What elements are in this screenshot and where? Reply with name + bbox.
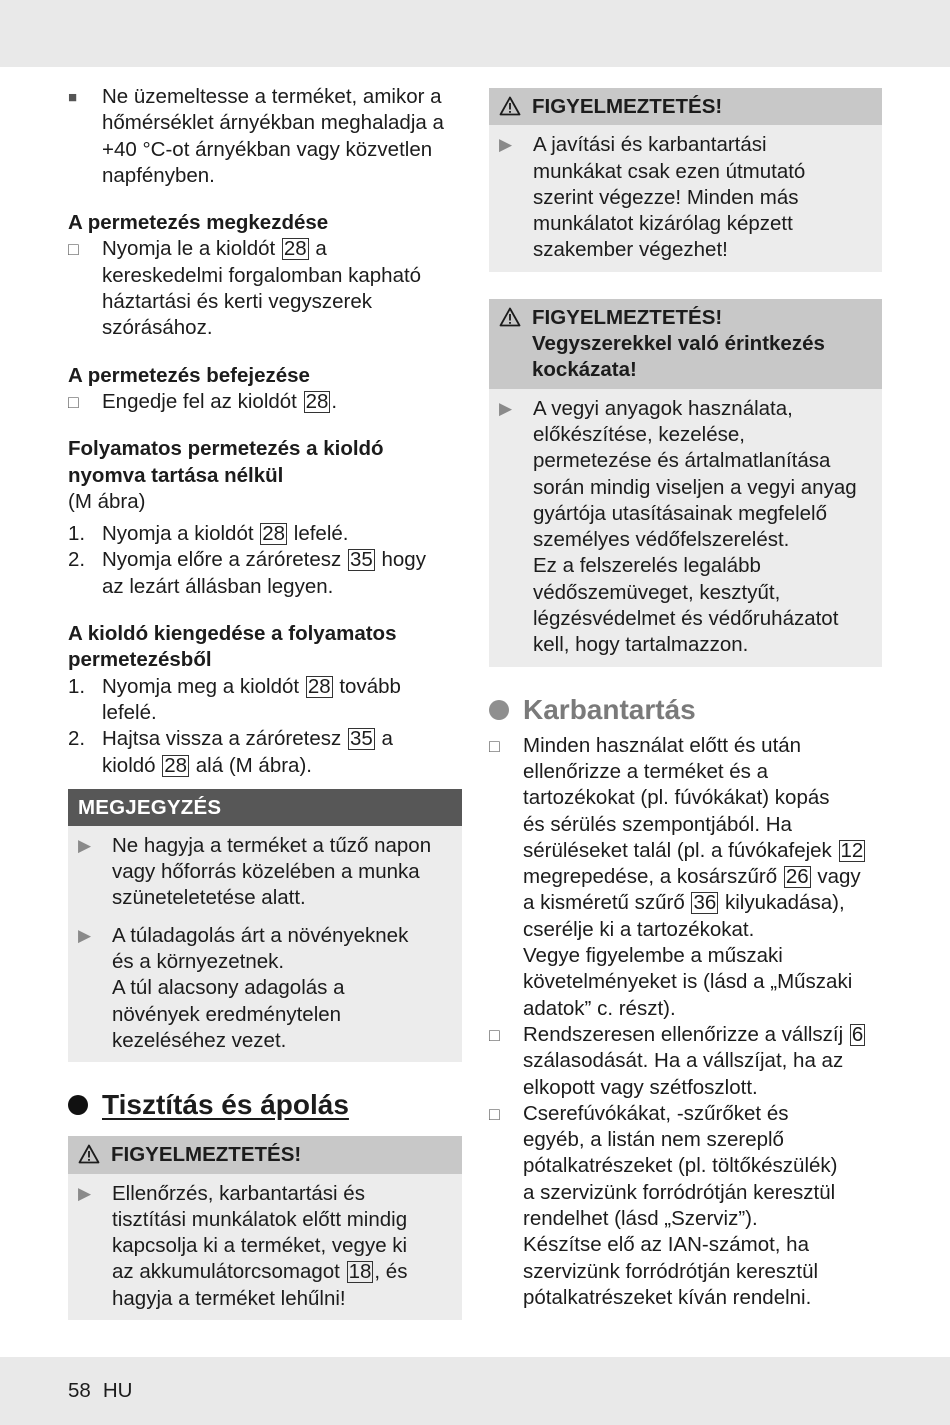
text-line: Cserefúvókákat, -szűrőket és: [523, 1101, 789, 1125]
text-span: alá (M ábra).: [195, 753, 312, 777]
text-span: Nyomja előre a záróretesz: [102, 548, 342, 572]
note-item: [78, 833, 452, 912]
text-span: hogy: [381, 548, 426, 572]
text-span: Nyomja a kioldót: [102, 522, 254, 546]
text-line: rendelhet (lásd „Szerviz”).: [523, 1206, 758, 1230]
part-ref: 35: [349, 548, 373, 572]
text-line: előkészítése, kezelése,: [533, 422, 745, 446]
text-span: lefelé.: [293, 522, 349, 546]
text-span: kioldó: [102, 753, 156, 777]
section-dot-icon: [489, 700, 509, 720]
text-line: napfényben.: [102, 163, 215, 187]
text-line: A javítási és karbantartási: [533, 133, 767, 157]
warning-panel: [68, 1136, 462, 1320]
text-line: szüneteletetése alatt.: [112, 886, 306, 910]
warning-title: FIGYELMEZTETÉS!: [111, 1143, 302, 1167]
part-ref: 36: [693, 891, 717, 915]
text-line: és sérülés szempontjából. Ha: [523, 812, 792, 836]
step-stop: [68, 389, 462, 415]
left-column: [68, 84, 462, 1320]
text-line: kapcsolja ki a terméket, vegye ki: [112, 1234, 408, 1258]
text-line: munkálatot kizárólag képzett: [533, 212, 793, 236]
heading-continuous-2: nyomva tartása nélkül: [68, 463, 284, 487]
part-ref: 28: [305, 389, 329, 413]
section-maintenance: [489, 693, 882, 727]
part-ref: 28: [283, 237, 307, 261]
text-line: permetezése és ártalmatlanítása: [533, 449, 831, 473]
text-line: kell, hogy tartalmazzon.: [533, 633, 749, 657]
page-footer: [68, 1378, 132, 1404]
text-line: a szervizünk forródrótján keresztül: [523, 1180, 836, 1204]
figure-ref: (M ábra): [68, 489, 146, 513]
text-line: +40 °C-ot árnyékban vagy közvetlen: [102, 137, 433, 161]
square-bullet-icon: □: [489, 735, 500, 756]
numbered-step: [68, 547, 462, 600]
arrow-bullet-icon: ▶: [499, 398, 513, 418]
text-line: háztartási és kerti vegyszerek: [102, 290, 373, 314]
text-line: Minden használat előtt és után: [523, 733, 802, 757]
text-line: szervizünk forródrótján keresztül: [523, 1259, 819, 1283]
maintenance-item: [489, 733, 882, 1022]
text-span: Nyomja meg a kioldót: [102, 674, 300, 698]
section-title: Karbantartás: [523, 693, 696, 725]
text-span: megrepedése, a kosárszűrő: [523, 865, 778, 889]
text-span: Nyomja le a kioldót: [102, 237, 276, 261]
text-span: vagy: [817, 865, 861, 889]
text-line: szakember végezhet!: [533, 238, 728, 262]
section-title: Tisztítás és ápolás: [102, 1089, 349, 1121]
note-title: MEGJEGYZÉS: [68, 789, 462, 826]
text-line: hőmérséklet árnyékban meghaladja a: [102, 111, 444, 135]
part-ref: 26: [785, 865, 809, 889]
numbered-step: [68, 521, 462, 547]
text-line: adatok” c. részt).: [523, 996, 676, 1020]
text-line: Ellenőrzés, karbantartási és: [112, 1181, 365, 1205]
page-number: 58: [68, 1379, 91, 1402]
text-line: lefelé.: [102, 700, 157, 724]
text-line: során mindig viseljen a vegyi anyag: [533, 475, 857, 499]
step-number: 1.: [68, 522, 86, 546]
text-line: tartozékokat (pl. fúvókákat) kopás: [523, 786, 830, 810]
square-bullet-icon: □: [68, 239, 79, 260]
text-line: elkopott vagy szétfoszlott.: [523, 1075, 758, 1099]
warning-triangle-icon: [499, 305, 532, 384]
heading-continuous: Folyamatos permetezés a kioldó: [68, 437, 384, 461]
arrow-bullet-icon: ▶: [499, 135, 513, 155]
warning-subtitle: kockázata!: [532, 358, 637, 382]
square-bullet-icon: □: [68, 391, 79, 412]
right-column: [489, 88, 882, 1311]
section-cleaning: [68, 1088, 462, 1122]
warning-item: [499, 132, 872, 263]
note-item: [78, 923, 452, 1054]
step-start: [68, 236, 462, 341]
section-dot-icon: [68, 1095, 88, 1115]
part-ref: 35: [349, 727, 373, 751]
text-line: tisztítási munkálatok előtt mindig: [112, 1207, 408, 1231]
text-span: kilyukadása),: [725, 891, 845, 915]
text-line: A vegyi anyagok használata,: [533, 396, 793, 420]
warning-subtitle: Vegyszerekkel való érintkezés: [532, 332, 825, 356]
numbered-step: [68, 674, 462, 727]
text-span: Engedje fel az kioldót: [102, 389, 297, 413]
maintenance-item: [489, 1101, 882, 1311]
warning-panel-chemicals: [489, 299, 882, 667]
text-line: és a környezetnek.: [112, 950, 285, 974]
step-number: 2.: [68, 548, 86, 572]
text-line: cserélje ki a tartozékokat.: [523, 917, 755, 941]
heading-start: A permetezés megkezdése: [68, 211, 329, 235]
arrow-bullet-icon: ▶: [78, 1183, 92, 1203]
text-line: ellenőrizze a terméket és a: [523, 759, 768, 783]
text-span: tovább: [339, 674, 401, 698]
text-line: szórásához.: [102, 316, 213, 340]
maintenance-item: [489, 1022, 882, 1101]
header-band: [0, 0, 950, 67]
text-span: sérüléseket talál (pl. a fúvókafejek: [523, 838, 832, 862]
text-line: szerint végezze! Minden más: [533, 185, 799, 209]
text-line: követelményeket is (lásd a „Műszaki: [523, 970, 853, 994]
text-line: vagy hőforrás közelében a munka: [112, 860, 420, 884]
warning-title: FIGYELMEZTETÉS!: [532, 95, 723, 118]
heading-release: A kioldó kiengedése a folyamatos: [68, 622, 397, 646]
text-line: hagyja a terméket lehűlni!: [112, 1286, 346, 1310]
part-ref: 28: [262, 522, 286, 546]
heading-release-2: permetezésből: [68, 648, 212, 672]
text-line: védőszemüveget, kesztyűt,: [533, 580, 781, 604]
bullet-temperature: [68, 84, 462, 189]
text-line: pótalkatrészeket kíván rendelni.: [523, 1285, 812, 1309]
part-ref: 28: [164, 753, 188, 777]
text-span: , és: [374, 1260, 408, 1284]
warning-triangle-icon: [78, 1142, 111, 1168]
square-bullet-icon: □: [489, 1103, 500, 1124]
text-line: szálasodását. Ha a vállszíjat, ha az: [523, 1049, 844, 1073]
step-number: 1.: [68, 674, 86, 698]
part-ref: 6: [851, 1022, 864, 1046]
text-line: légzésvédelmet és védőruházatot: [533, 607, 839, 631]
text-span: Hajtsa vissza a záróretesz: [102, 727, 342, 751]
warning-triangle-icon: [499, 94, 532, 120]
text-span: a: [315, 237, 327, 261]
square-bullet-icon: ■: [68, 89, 78, 106]
text-line: Ne üzemeltesse a terméket, amikor a: [102, 85, 442, 108]
warning-item: [78, 1181, 452, 1312]
language-code: HU: [102, 1379, 133, 1402]
text-line: Ez a felszerelés legalább: [533, 554, 761, 578]
text-span: .: [331, 389, 338, 413]
text-span: a: [381, 727, 393, 751]
warning-title: FIGYELMEZTETÉS!: [532, 305, 723, 329]
text-line: A túladagolás árt a növényeknek: [112, 923, 409, 947]
text-line: Ne hagyja a terméket a tűző napon: [112, 833, 432, 857]
part-ref: 12: [840, 838, 864, 862]
text-line: növények eredménytelen: [112, 1002, 342, 1026]
step-number: 2.: [68, 727, 86, 751]
heading-stop: A permetezés befejezése: [68, 363, 310, 387]
warning-item: [499, 396, 872, 659]
text-line: pótalkatrészeket (pl. töltőkészülék): [523, 1154, 838, 1178]
text-span: a kisméretű szűrő: [523, 891, 685, 915]
text-line: Készítse elő az IAN-számot, ha: [523, 1233, 809, 1257]
text-line: Vegye figyelembe a műszaki: [523, 944, 783, 968]
part-ref: 18: [348, 1260, 372, 1284]
text-line: A túl alacsony adagolás a: [112, 976, 345, 1000]
text-line: az lezárt állásban legyen.: [102, 574, 334, 598]
text-line: kereskedelmi forgalomban kapható: [102, 263, 422, 287]
text-line: munkákat csak ezen útmutató: [533, 159, 806, 183]
text-line: személyes védőfelszerelést.: [533, 528, 790, 552]
arrow-bullet-icon: ▶: [78, 925, 92, 945]
footer-band: [0, 1357, 950, 1425]
part-ref: 28: [307, 674, 331, 698]
text-span: Rendszeresen ellenőrizze a vállszíj: [523, 1022, 844, 1046]
arrow-bullet-icon: ▶: [78, 835, 92, 855]
note-panel: [68, 789, 462, 1062]
text-line: egyéb, a listán nem szereplő: [523, 1128, 784, 1152]
text-line: kezeléséhez vezet.: [112, 1028, 287, 1052]
text-line: gyártója utasításainak megfelelő: [533, 501, 828, 525]
numbered-step: [68, 726, 462, 779]
text-span: az akkumulátorcsomagot: [112, 1260, 340, 1284]
square-bullet-icon: □: [489, 1024, 500, 1045]
warning-panel-repair: [489, 88, 882, 272]
